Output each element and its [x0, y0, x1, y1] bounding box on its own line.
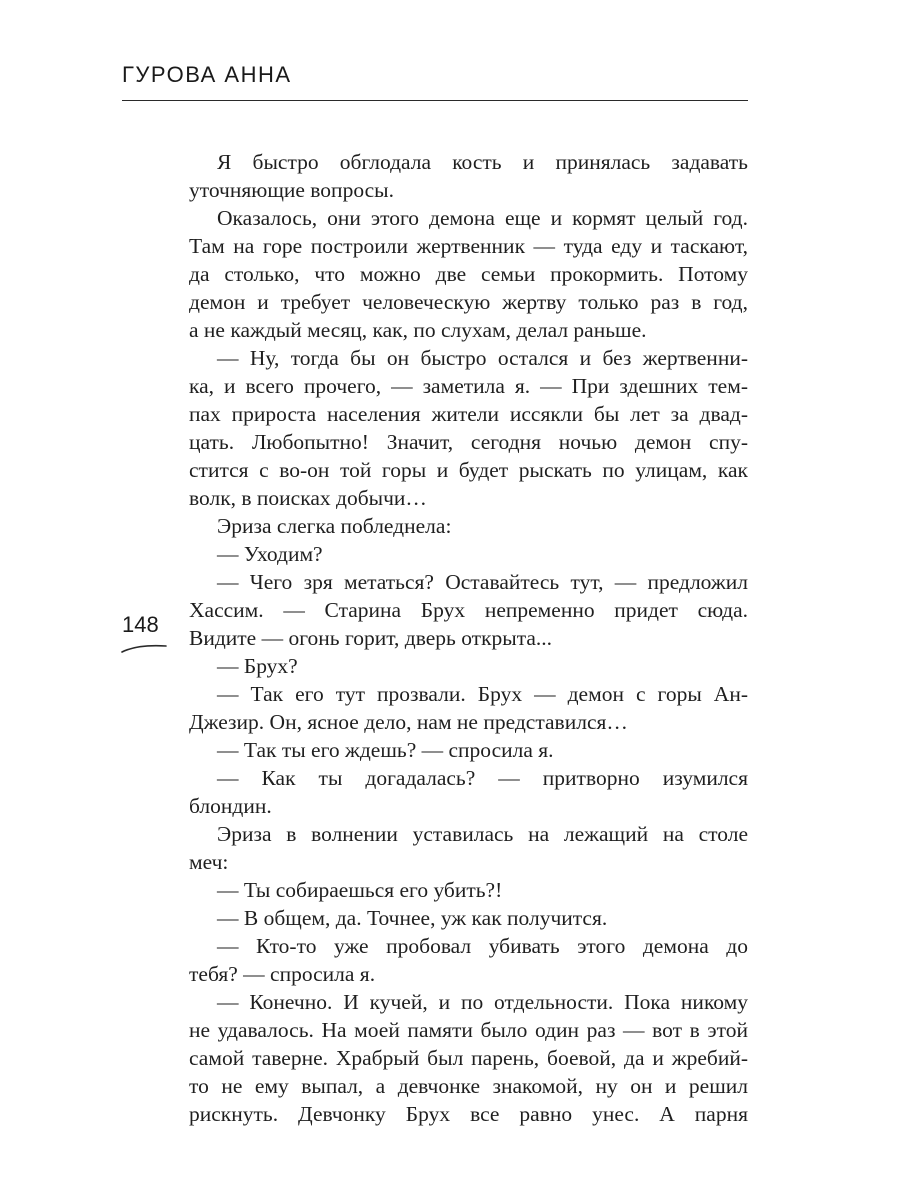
text-line: не удавалось. На моей памяти было один раз — вот в этой	[189, 1018, 748, 1042]
text-line: тебя? — спросила я.	[189, 962, 376, 986]
text-line: — Брух?	[217, 654, 298, 678]
text-line: — Чего зря метаться? Оставайтесь тут, — предложил	[217, 570, 748, 594]
text-line: Эриза слегка побледнела:	[217, 514, 452, 538]
text-line: Джезир. Он, ясное дело, нам не представился…	[189, 710, 628, 734]
text-line: — Как ты догадалась? — притворно изумился	[217, 766, 748, 790]
text-line: самой таверне. Храбрый был парень, боевой, да и жребий-	[189, 1046, 748, 1070]
text-line: — В общем, да. Точнее, уж как получится.	[217, 906, 608, 930]
body-text	[189, 148, 748, 1128]
text-line: — Так его тут прозвали. Брух — демон с горы Ан-	[217, 682, 748, 706]
text-line: — Конечно. И кучей, и по отдельности. Пока никому	[217, 990, 748, 1014]
text-line: рискнуть. Девчонку Брух все равно унес. А парня	[189, 1102, 748, 1126]
text-line: да столько, что можно две семьи прокормить. Потому	[189, 262, 748, 286]
text-line: меч:	[189, 850, 229, 874]
text-line: демон и требует человеческую жертву только раз в год,	[189, 290, 748, 314]
text-line: а не каждый месяц, как, по слухам, делал раньше.	[189, 318, 647, 342]
text-line: Эриза в волнении уставилась на лежащий на столе	[217, 822, 748, 846]
text-line: пах прироста населения жители иссякли бы лет за двад-	[189, 402, 748, 426]
text-line: — Уходим?	[217, 542, 323, 566]
text-line: ка, и всего прочего, — заметила я. — При здешних тем-	[189, 374, 748, 398]
text-line: Там на горе построили жертвенник — туда еду и таскают,	[189, 234, 748, 258]
page-number: 148	[122, 612, 159, 637]
text-line: — Ты собираешься его убить?!	[217, 878, 503, 902]
text-line: — Так ты его ждешь? — спросила я.	[217, 738, 554, 762]
text-line: — Кто-то уже пробовал убивать этого демона до	[217, 934, 748, 958]
text-line: — Ну, тогда бы он быстро остался и без жертвенни-	[217, 346, 748, 370]
text-line: блондин.	[189, 794, 272, 818]
text-line: цать. Любопытно! Значит, сегодня ночью демон спу-	[189, 430, 748, 454]
page-number-swash	[120, 640, 168, 656]
text-line: уточняющие вопросы.	[189, 178, 394, 202]
text-line: Я быстро обглодала кость и принялась задавать	[217, 150, 748, 174]
text-line: Хассим. — Старина Брух непременно придет сюда.	[189, 598, 748, 622]
text-line: Видите — огонь горит, дверь открыта...	[189, 626, 553, 650]
header-rule	[122, 100, 748, 101]
text-line: Оказалось, они этого демона еще и кормят целый год.	[217, 206, 748, 230]
running-head: ГУРОВА АННА	[122, 62, 292, 87]
text-line: волк, в поисках добычи…	[189, 486, 427, 510]
text-line: стится с во-он той горы и будет рыскать по улицам, как	[189, 458, 748, 482]
text-line: то не ему выпал, а девчонке знакомой, ну он и решил	[189, 1074, 748, 1098]
